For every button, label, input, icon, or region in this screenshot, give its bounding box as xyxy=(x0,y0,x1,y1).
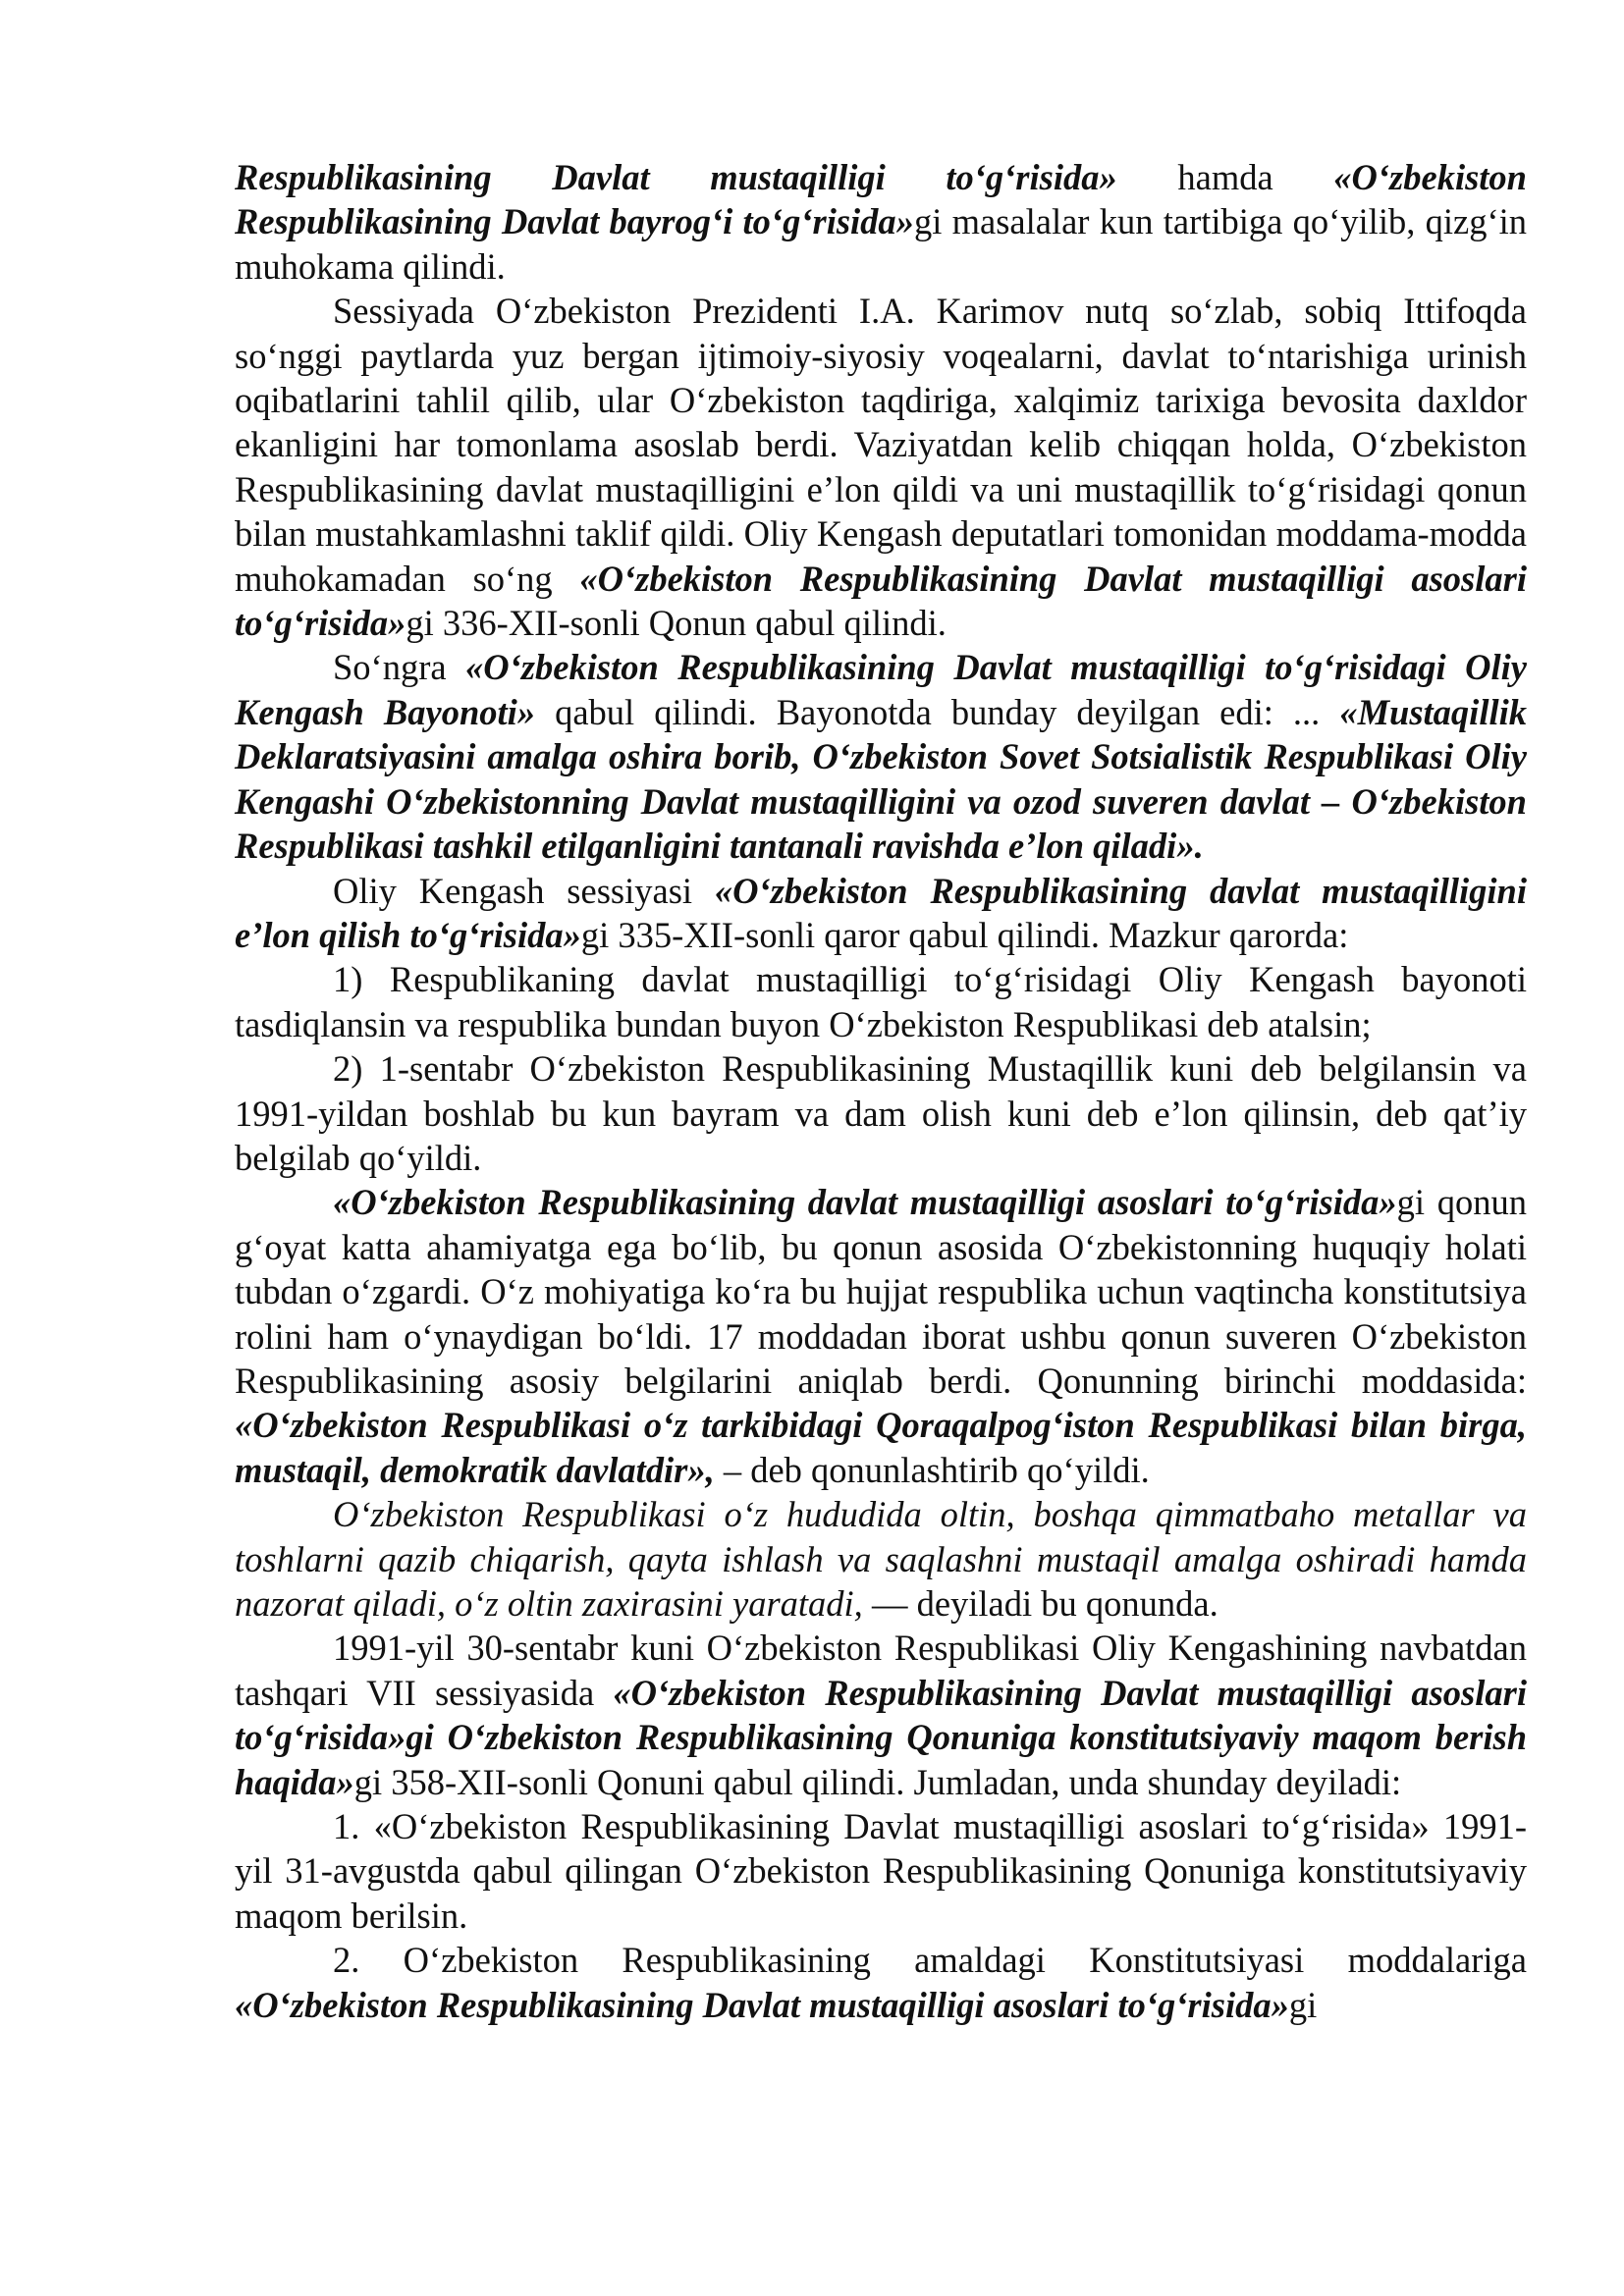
paragraph-3 xyxy=(235,645,1527,868)
paragraph-8 xyxy=(235,1492,1527,1626)
bold-italic-text: «O‘zbekiston Respublikasining Davlat mustaqilligi asoslari to‘g‘risida» xyxy=(235,558,1527,644)
paragraph-9 xyxy=(235,1626,1527,1804)
paragraph-4 xyxy=(235,869,1527,958)
body-text: gi masalalar kun tartibiga qo‘yilib, qizg‘in muhokama qilindi. xyxy=(235,201,1527,287)
paragraph-7 xyxy=(235,1180,1527,1492)
body-text: So‘ngra xyxy=(333,647,466,688)
bold-italic-text: Respublikasining Davlat mustaqilligi to‘g‘risida» xyxy=(235,157,1117,197)
body-text: 2) 1-sentabr O‘zbekiston Respublikasining Mustaqillik kuni deb belgilansin va 1991-yildan boshlab bu kun bayram va dam olish kuni deb e’lon qilinsin, deb qat’iy belgilab qo‘yildi. xyxy=(235,1048,1527,1178)
body-text: gi 336-XII-sonli Qonun qabul qilindi. xyxy=(406,603,947,644)
body-text: Sessiyada O‘zbekiston Prezidenti I.A. Karimov nutq so‘zlab, sobiq Ittifoqda so‘nggi paytlarda yuz bergan ijtimoiy-siyosiy voqealarni, davlat to‘ntarishiga urinish oqibatlarini tahlil qilib, ular O‘zbekiston taqdiriga, xalqimiz tarixiga bevosita daxldor ekanligini har tomonlama asoslab berdi. Vaziyatdan kelib chiqqan holda, O‘zbekiston Respublikasining davlat mustaqilligini e’lon qildi va uni mustaqillik to‘g‘risidagi qonun bilan mustahkamlashni taklif qildi. Oliy Kengash deputatlari tomonidan moddama-modda muhokamadan so‘ng xyxy=(235,291,1527,599)
bold-italic-text: «O‘zbekiston Respublikasining davlat mustaqilligi asoslari to‘g‘risida» xyxy=(333,1182,1397,1223)
body-text: gi 335-XII-sonli qaror qabul qilindi. Mazkur qarorda: xyxy=(580,914,1349,955)
paragraph-2 xyxy=(235,289,1527,645)
body-text: 2. O‘zbekiston Respublikasining amaldagi Konstitutsiyasi moddalariga xyxy=(333,1940,1527,1981)
bold-italic-text: «O‘zbekiston Respublikasining Davlat mustaqilligi asoslari to‘g‘risida»gi O‘zbekiston Respublikasining Qonuniga konstitutsiyaviy maqom berish haqida» xyxy=(235,1672,1527,1802)
paragraph-11-list-item-2 xyxy=(235,1938,1527,2027)
body-text: gi 358-XII-sonli Qonuni qabul qilindi. Jumladan, unda shunday deyiladi: xyxy=(353,1761,1402,1802)
paragraph-10-list-item-1 xyxy=(235,1804,1527,1938)
body-text: – deb qonunlashtirib qo‘yildi. xyxy=(714,1449,1150,1490)
paragraph-5-list-item-1 xyxy=(235,957,1527,1046)
body-text: hamda xyxy=(1116,157,1334,197)
body-text: Oliy Kengash sessiyasi xyxy=(333,870,715,911)
body-text: — deyiladi bu qonunda. xyxy=(862,1583,1218,1624)
bold-italic-text: «O‘zbekiston Respublikasining Davlat mustaqilligi asoslari to‘g‘risida» xyxy=(235,1984,1289,2025)
document-page xyxy=(235,155,1527,2027)
bold-italic-quote: «Mustaqillik Deklaratsiyasini amalga oshira borib, O‘zbekiston Sovet Sotsialistik Respublikasi Oliy Kengashi O‘zbekistonning Davlat mustaqilligini va ozod suveren davlat – O‘zbekiston Respublikasi tashkil etilganligini tantanali ravishda e’lon qiladi». xyxy=(235,691,1527,867)
body-text: 1. «O‘zbekiston Respublikasining Davlat mustaqilligi asoslari to‘g‘risida» 1991-yil 31-avgustda qabul qilingan O‘zbekiston Respublikasining Qonuniga konstitutsiyaviy maqom berilsin. xyxy=(235,1806,1527,1936)
body-text: 1991-yil 30-sentabr kuni O‘zbekiston Respublikasi Oliy Kengashining navbatdan tashqari VII sessiyasida xyxy=(235,1628,1527,1713)
body-text: gi xyxy=(1288,1984,1318,2025)
body-text: gi qonun g‘oyat katta ahamiyatga ega bo‘lib, bu qonun asosida O‘zbekistonning huquqiy holati tubdan o‘zgardi. O‘z mohiyatiga ko‘ra bu hujjat respublika uchun vaqtincha konstitutsiya rolini ham o‘ynaydigan bo‘ldi. 17 moddadan iborat ushbu qonun suveren O‘zbekiston Respublikasining asosiy belgilarini aniqlab berdi. Qonunning birinchi moddasida: xyxy=(235,1182,1527,1401)
paragraph-1 xyxy=(235,155,1527,289)
paragraph-6-list-item-2 xyxy=(235,1046,1527,1180)
bold-italic-text: «O‘zbekiston Respublikasining davlat mustaqilligini e’lon qilish to‘g‘risida» xyxy=(235,870,1527,955)
italic-quote: O‘zbekiston Respublikasi o‘z hududida oltin, boshqa qimmatbaho metallar va toshlarni qazib chiqarish, qayta ishlash va saqlashni mustaqil amalga oshiradi hamda nazorat qiladi, o‘z oltin zaxirasini yaratadi, xyxy=(235,1494,1527,1624)
bold-italic-text: «O‘zbekiston Respublikasining Davlat mustaqilligi to‘g‘risidagi Oliy Kengash Bayonoti» xyxy=(235,647,1528,732)
body-text: qabul qilindi. Bayonotda bunday deyilgan edi: ... xyxy=(535,691,1340,732)
bold-italic-quote: «O‘zbekiston Respublikasi o‘z tarkibidagi Qoraqalpog‘iston Respublikasi bilan birga, mustaqil, demokratik davlatdir», xyxy=(235,1405,1527,1490)
bold-italic-text: «O‘zbekiston Respublikasining Davlat bayrog‘i to‘g‘risida» xyxy=(235,157,1527,242)
body-text: 1) Respublikaning davlat mustaqilligi to‘g‘risidagi Oliy Kengash bayonoti tasdiqlansin va respublika bundan buyon O‘zbekiston Respublikasi deb atalsin; xyxy=(235,959,1527,1044)
